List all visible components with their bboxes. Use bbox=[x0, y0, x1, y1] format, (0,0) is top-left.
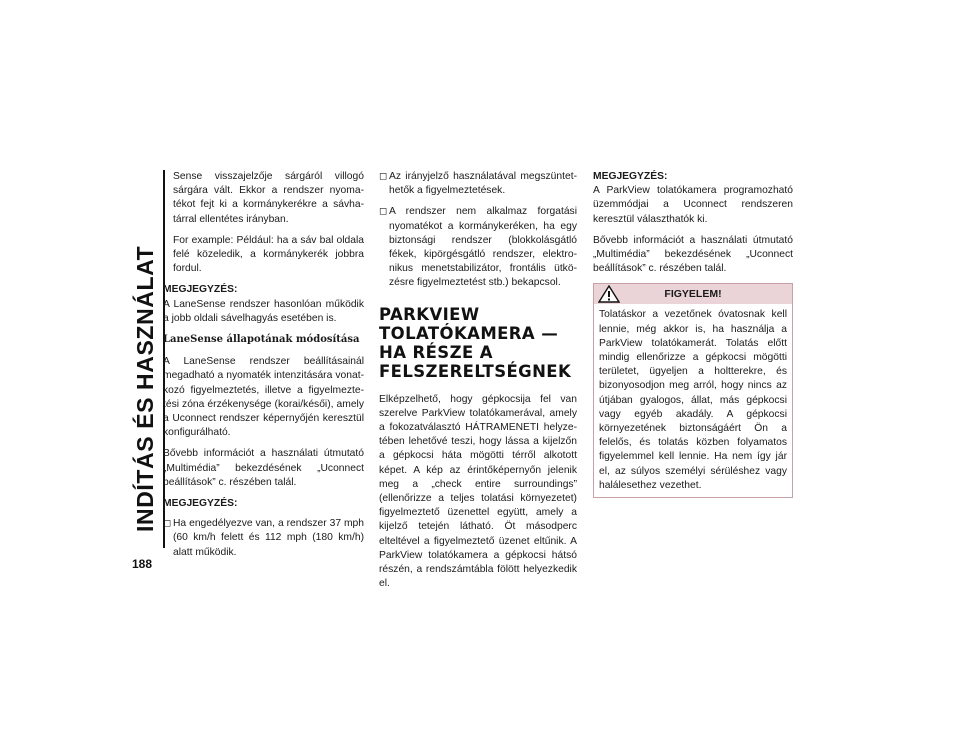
warning-body bbox=[594, 304, 792, 497]
column-right bbox=[593, 170, 793, 498]
note-heading: MEGJEGYZÉS: bbox=[163, 498, 238, 510]
square-bullet-icon: ◻ bbox=[379, 206, 388, 218]
paragraph: Elképzelhető, hogy gépkocsija fel van szerelve ParkView tolatókamerával, amely a fokozatválasztó HÁTRAMENETI helyzetében lehetővé teszi, hogy lássa a kijelzőn a gépkocsi háta mögötti térről alkotott képet. A kép az érintőképernyőn jelenik meg a „check entire surroundings” (ellenőrizze a teljes tolatási környezetet) figyelmeztető üzenettel együtt, amely a kijelző tetején látható. Öt másodperc elteltével a figyelmeztető üzenet eltűnik. A ParkView tolatókamera a gépkocsi hátsó részén, a rendszámtábla fölött helyezkedik el. bbox=[379, 393, 577, 590]
note-heading: MEGJEGYZÉS: bbox=[593, 171, 668, 182]
note-heading: MEGJEGYZÉS: bbox=[163, 284, 238, 296]
list-item-text: Ha engedélyezve van, a rendszer 37 mph (60 km/h felett és 112 mph (180 km/h) alatt működik. bbox=[173, 518, 364, 558]
paragraph: For example: Például: ha a sáv bal oldala felé közeledik, a kormánykerék jobbra fordul. bbox=[173, 234, 364, 275]
page-number: 188 bbox=[132, 557, 153, 571]
warning-header bbox=[594, 284, 792, 304]
section-heading: PARKVIEW TOLATÓKAMERA — HA RÉSZE A FELSZERELTSÉGNEK bbox=[379, 304, 572, 381]
square-bullet-icon: ◻ bbox=[379, 171, 388, 182]
list-item bbox=[379, 205, 577, 290]
warning-text: Tolatáskor a vezetőnek óvatosnak kell lennie, még akkor is, ha használja a ParkView tolatókamerát. Tolatás előtt mindig ellenőrizze a gépkocsi mögötti területet, ügyeljen a holtterekre, és bizonyosodjon meg arról, hogy nincs az útjában gyalogos, állat, más gépkocsi vagy egyéb akadály. A gépkocsi környezetének biztonságáért Ön a felelős, és tolatás közben folyamatos figyelemmel kell lennie. Ha nem így jár el, az súlyos személyi sérüléshez vagy halálesethez vezethet. bbox=[599, 309, 787, 491]
list-item bbox=[163, 517, 364, 560]
chapter-title-text: INDÍTÁS ÉS HASZNÁLAT bbox=[132, 245, 158, 532]
note-text: A ParkView tolatókamera programozható üzemmódjai a Uconnect rendszeren keresztül választhatók ki. bbox=[593, 185, 793, 225]
chapter-side-title bbox=[128, 172, 164, 532]
square-bullet-icon: ◻ bbox=[163, 518, 172, 530]
warning-title: FIGYELEM! bbox=[664, 288, 722, 301]
paragraph: Sense visszajelzője sárgáról villogó sárgára vált. Ekkor a rendszer nyomatékot fejt ki a kormánykerékre a sávhatárral ellentétes irányban. bbox=[173, 171, 364, 225]
warning-box bbox=[593, 283, 793, 498]
warning-triangle-icon bbox=[598, 285, 620, 303]
list-item bbox=[379, 170, 577, 198]
column-middle bbox=[379, 170, 577, 598]
paragraph: Bővebb információt a használati útmutató „Multimédia” bekezdésének „Uconnect beállítások” c. részében talál. bbox=[593, 234, 793, 275]
list-item-text: A rendszer nem alkalmaz forgatási nyomatékot a kormánykeréken, ha egy biztonsági rendszer (blokkolásgátló fékek, kipörgésgátló rendszer, elektronikus menetstabilizátor, frontális ütközésre figyelmeztetést stb.) bekapcsol. bbox=[389, 206, 577, 289]
note-text: A LaneSense rendszer hasonlóan működik a jobb oldali sávelhagyás esetében is. bbox=[163, 298, 364, 324]
paragraph: Bővebb információt a használati útmutató „Multimédia” bekezdésének „Uconnect beállítások” c. részében talál. bbox=[163, 448, 364, 488]
paragraph: A LaneSense rendszer beállításainál megadható a nyomaték intenzitására vonatkozó figyelmeztetés, illetve a figyelmeztetési zóna érzékenysége (korai/késői), amely a Uconnect rendszer képernyőjén keresztül konfigurálható. bbox=[163, 356, 364, 439]
subsection-heading: LaneSense állapotának módosítása bbox=[163, 334, 360, 346]
list-item-text: Az irányjelző használatával megszüntethetők a figyelmeztetések. bbox=[389, 171, 577, 197]
column-left bbox=[163, 170, 364, 567]
